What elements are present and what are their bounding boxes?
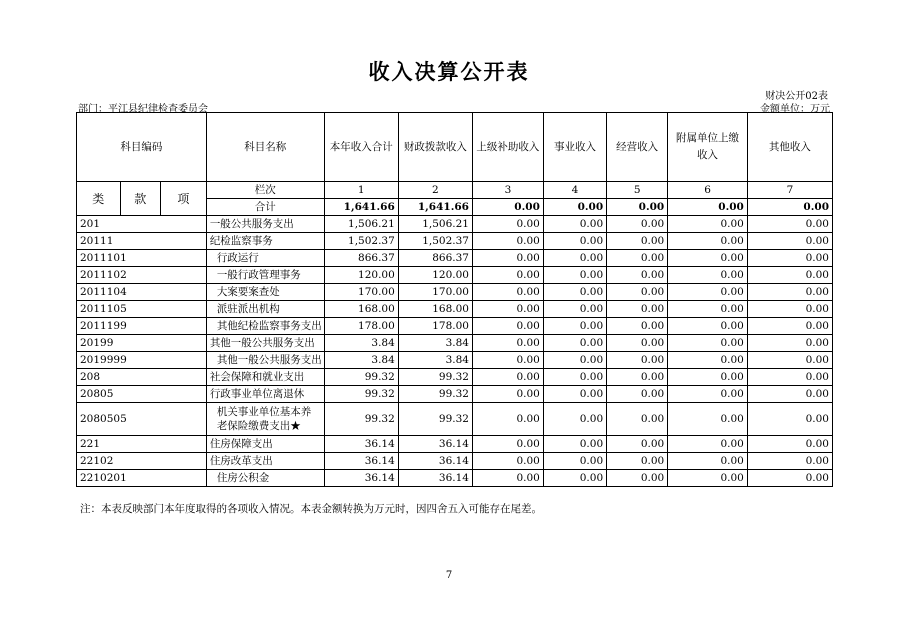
row-value: 0.00 — [607, 369, 668, 386]
row-value: 0.00 — [607, 284, 668, 301]
row-value: 0.00 — [668, 250, 748, 267]
unit-label: 金额单位：万元 — [760, 104, 830, 115]
row-value: 170.00 — [324, 284, 398, 301]
row-code: 2011102 — [77, 267, 207, 284]
row-code: 2011104 — [77, 284, 207, 301]
total-cell: 0.00 — [543, 199, 606, 216]
row-value: 0.00 — [668, 284, 748, 301]
row-value: 3.84 — [398, 352, 472, 369]
header-col3: 上级补助收入 — [472, 113, 543, 182]
row-value: 0.00 — [543, 216, 606, 233]
row-value: 1,506.21 — [324, 216, 398, 233]
total-cell: 0.00 — [747, 199, 832, 216]
row-value: 0.00 — [668, 453, 748, 470]
table-row — [77, 335, 833, 352]
row-name: 其他一般公共服务支出 — [206, 335, 324, 352]
header-lanci: 栏次 — [206, 182, 324, 199]
row-value: 120.00 — [324, 267, 398, 284]
row-value: 36.14 — [324, 436, 398, 453]
row-value: 0.00 — [472, 318, 543, 335]
row-code: 2210201 — [77, 470, 207, 487]
row-value: 0.00 — [607, 301, 668, 318]
table-row — [77, 301, 833, 318]
row-value: 99.32 — [398, 369, 472, 386]
table-row — [77, 386, 833, 403]
header-col1: 本年收入合计 — [324, 113, 398, 182]
row-value: 0.00 — [668, 369, 748, 386]
col-num: 7 — [747, 182, 832, 199]
row-value: 99.32 — [398, 403, 472, 436]
row-value: 0.00 — [607, 403, 668, 436]
row-value: 0.00 — [543, 403, 606, 436]
row-value: 178.00 — [398, 318, 472, 335]
row-value: 0.00 — [747, 233, 832, 250]
header-col2: 财政拨款收入 — [398, 113, 472, 182]
row-value: 1,502.37 — [398, 233, 472, 250]
row-value: 0.00 — [668, 335, 748, 352]
footnote: 注：本表反映部门本年度取得的各项收入情况。本表金额转换为万元时，因四舍五入可能存在尾差。 — [80, 503, 542, 515]
row-name: 住房保障支出 — [206, 436, 324, 453]
row-code: 201 — [77, 216, 207, 233]
row-name: 其他纪检监察事务支出 — [206, 318, 324, 335]
row-value: 0.00 — [543, 284, 606, 301]
row-value: 0.00 — [747, 216, 832, 233]
row-value: 0.00 — [747, 335, 832, 352]
total-cell: 0.00 — [668, 199, 748, 216]
row-value: 0.00 — [607, 386, 668, 403]
row-value: 0.00 — [668, 436, 748, 453]
row-value: 0.00 — [472, 470, 543, 487]
table-row — [77, 318, 833, 335]
page-number: 7 — [445, 570, 453, 581]
row-value: 36.14 — [398, 453, 472, 470]
row-value: 0.00 — [543, 470, 606, 487]
table-row — [77, 453, 833, 470]
row-value: 0.00 — [668, 386, 748, 403]
row-value: 168.00 — [324, 301, 398, 318]
row-name: 机关事业单位基本养老保险缴费支出★ — [206, 403, 324, 436]
row-value: 0.00 — [747, 301, 832, 318]
header-xiang: 项 — [160, 182, 206, 216]
row-value: 0.00 — [607, 216, 668, 233]
header-lei: 类 — [77, 182, 121, 216]
col-num: 1 — [324, 182, 398, 199]
row-value: 0.00 — [607, 233, 668, 250]
row-value: 0.00 — [607, 436, 668, 453]
row-value: 99.32 — [324, 403, 398, 436]
row-code: 2011101 — [77, 250, 207, 267]
row-code: 2019999 — [77, 352, 207, 369]
row-name: 行政运行 — [206, 250, 324, 267]
row-value: 0.00 — [543, 301, 606, 318]
row-value: 0.00 — [472, 386, 543, 403]
row-name: 大案要案查处 — [206, 284, 324, 301]
table-row — [77, 436, 833, 453]
row-value: 0.00 — [668, 403, 748, 436]
row-value: 0.00 — [472, 369, 543, 386]
row-value: 120.00 — [398, 267, 472, 284]
row-value: 0.00 — [668, 470, 748, 487]
row-code: 2080505 — [77, 403, 207, 436]
row-value: 0.00 — [747, 352, 832, 369]
total-cell: 0.00 — [607, 199, 668, 216]
row-name: 住房公积金 — [206, 470, 324, 487]
row-value: 0.00 — [543, 335, 606, 352]
header-col4: 事业收入 — [543, 113, 606, 182]
page-title: 收入决算公开表 — [368, 60, 530, 84]
row-code: 20111 — [77, 233, 207, 250]
row-code: 2011199 — [77, 318, 207, 335]
row-value: 168.00 — [398, 301, 472, 318]
row-code: 22102 — [77, 453, 207, 470]
total-cell: 0.00 — [472, 199, 543, 216]
row-value: 170.00 — [398, 284, 472, 301]
row-value: 0.00 — [543, 352, 606, 369]
row-value: 0.00 — [747, 369, 832, 386]
row-value: 36.14 — [324, 470, 398, 487]
table-row — [77, 403, 833, 436]
table-row — [77, 216, 833, 233]
row-value: 0.00 — [543, 369, 606, 386]
header-col6: 附属单位上缴收入 — [668, 113, 748, 182]
row-value: 0.00 — [668, 233, 748, 250]
row-name: 住房改革支出 — [206, 453, 324, 470]
row-code: 2011105 — [77, 301, 207, 318]
row-value: 0.00 — [747, 267, 832, 284]
row-name: 纪检监察事务 — [206, 233, 324, 250]
row-name: 一般行政管理事务 — [206, 267, 324, 284]
row-value: 3.84 — [324, 335, 398, 352]
department-label: 部门：平江县纪律检查委员会 — [78, 104, 208, 115]
row-value: 0.00 — [472, 216, 543, 233]
row-value: 0.00 — [747, 436, 832, 453]
table-row — [77, 233, 833, 250]
row-value: 0.00 — [607, 453, 668, 470]
row-value: 0.00 — [472, 267, 543, 284]
row-value: 99.32 — [324, 386, 398, 403]
row-value: 0.00 — [543, 386, 606, 403]
form-code: 财决公开02表 — [765, 91, 828, 102]
row-value: 0.00 — [747, 403, 832, 436]
row-value: 36.14 — [324, 453, 398, 470]
col-num: 5 — [607, 182, 668, 199]
row-value: 0.00 — [543, 233, 606, 250]
row-name: 其他一般公共服务支出 — [206, 352, 324, 369]
total-cell: 1,641.66 — [398, 199, 472, 216]
row-value: 0.00 — [668, 301, 748, 318]
row-value: 0.00 — [543, 453, 606, 470]
row-value: 0.00 — [747, 250, 832, 267]
row-name: 一般公共服务支出 — [206, 216, 324, 233]
table-row — [77, 250, 833, 267]
row-value: 0.00 — [668, 267, 748, 284]
row-value: 0.00 — [543, 436, 606, 453]
table-row — [77, 267, 833, 284]
table-row — [77, 470, 833, 487]
table-row — [77, 352, 833, 369]
row-value: 0.00 — [747, 318, 832, 335]
row-value: 0.00 — [472, 250, 543, 267]
row-value: 1,506.21 — [398, 216, 472, 233]
row-value: 0.00 — [472, 284, 543, 301]
row-value: 0.00 — [543, 267, 606, 284]
col-num: 3 — [472, 182, 543, 199]
row-name: 行政事业单位离退休 — [206, 386, 324, 403]
row-code: 20199 — [77, 335, 207, 352]
row-value: 1,502.37 — [324, 233, 398, 250]
row-value: 0.00 — [747, 470, 832, 487]
row-code: 221 — [77, 436, 207, 453]
row-value: 0.00 — [543, 250, 606, 267]
col-num: 6 — [668, 182, 748, 199]
table-row — [77, 284, 833, 301]
row-value: 178.00 — [324, 318, 398, 335]
row-value: 0.00 — [543, 318, 606, 335]
row-value: 0.00 — [607, 335, 668, 352]
row-value: 0.00 — [472, 403, 543, 436]
row-value: 0.00 — [607, 250, 668, 267]
col-num: 2 — [398, 182, 472, 199]
row-value: 99.32 — [398, 386, 472, 403]
row-value: 0.00 — [607, 470, 668, 487]
income-table — [76, 112, 833, 487]
row-value: 0.00 — [747, 453, 832, 470]
row-value: 0.00 — [607, 267, 668, 284]
row-value: 36.14 — [398, 436, 472, 453]
row-code: 208 — [77, 369, 207, 386]
header-col7: 其他收入 — [747, 113, 832, 182]
total-cell: 1,641.66 — [324, 199, 398, 216]
row-value: 866.37 — [324, 250, 398, 267]
row-value: 36.14 — [398, 470, 472, 487]
row-code: 20805 — [77, 386, 207, 403]
row-value: 0.00 — [472, 301, 543, 318]
row-value: 0.00 — [607, 318, 668, 335]
header-col5: 经营收入 — [607, 113, 668, 182]
row-value: 0.00 — [668, 216, 748, 233]
row-value: 0.00 — [472, 335, 543, 352]
row-value: 99.32 — [324, 369, 398, 386]
row-value: 3.84 — [398, 335, 472, 352]
row-value: 0.00 — [472, 352, 543, 369]
table-row — [77, 369, 833, 386]
row-value: 0.00 — [747, 386, 832, 403]
row-name: 派驻派出机构 — [206, 301, 324, 318]
row-value: 0.00 — [668, 352, 748, 369]
header-name: 科目名称 — [206, 113, 324, 182]
row-value: 0.00 — [747, 284, 832, 301]
row-value: 0.00 — [668, 318, 748, 335]
row-name: 社会保障和就业支出 — [206, 369, 324, 386]
row-value: 0.00 — [472, 436, 543, 453]
header-code: 科目编码 — [77, 113, 207, 182]
col-num: 4 — [543, 182, 606, 199]
row-value: 866.37 — [398, 250, 472, 267]
row-value: 0.00 — [472, 453, 543, 470]
total-label: 合计 — [206, 199, 324, 216]
row-value: 0.00 — [472, 233, 543, 250]
row-value: 0.00 — [607, 352, 668, 369]
header-kuan: 款 — [120, 182, 160, 216]
row-value: 3.84 — [324, 352, 398, 369]
